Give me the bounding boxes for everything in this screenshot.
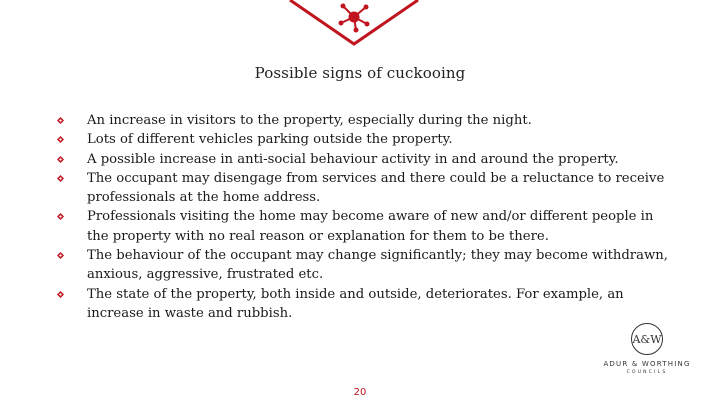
- list-item: [54, 169, 674, 208]
- slide-title: Possible signs of cuckooing: [254, 64, 466, 82]
- list-item: [54, 246, 674, 285]
- diamond-bullet-icon: [57, 175, 64, 182]
- council-logo: [592, 322, 702, 382]
- bullet-text: An increase in visitors to the property, especially during the night.: [87, 113, 532, 128]
- list-item: [54, 207, 674, 246]
- list-item: [54, 285, 674, 324]
- diamond-bullet-icon: [57, 213, 64, 220]
- bullet-text: A possible increase in anti-social behaviour activity in and around the property.: [87, 151, 619, 167]
- bullet-list: [54, 111, 674, 323]
- list-item: [54, 150, 674, 169]
- network-node-icon: [339, 4, 370, 33]
- page-number: 20: [353, 387, 367, 398]
- bullet-text: Professionals visiting the home may become aware of new and/or different people in the property with no real reason or explanation for them to be there.: [87, 209, 654, 244]
- logo-monogram: [630, 322, 664, 356]
- diamond-bullet-icon: [57, 291, 64, 298]
- bullet-text: Lots of different vehicles parking outside the property.: [87, 132, 453, 148]
- diamond-bullet-icon: [57, 136, 64, 143]
- logo-subtitle: COUNCILS: [626, 370, 668, 375]
- bullet-text: The state of the property, both inside and outside, deteriorates. For example, an increase in waste and rubbish.: [87, 286, 624, 321]
- diamond-bullet-icon: [57, 117, 64, 124]
- logo-monogram-text: A&W: [632, 333, 662, 346]
- bullet-text: The occupant may disengage from services and there could be a reluctance to receive professionals at the home address.: [87, 170, 665, 206]
- list-item: [54, 111, 674, 130]
- diamond-bullet-icon: [57, 156, 64, 163]
- bullet-text: The behaviour of the occupant may change significantly; they may become withdrawn, anxious, aggressive, frustrated etc.: [87, 248, 668, 283]
- list-item: [54, 130, 674, 149]
- diamond-bullet-icon: [57, 252, 64, 259]
- header-chevron-graphic: [0, 0, 720, 60]
- logo-name: ADUR & WORTHING: [603, 360, 691, 368]
